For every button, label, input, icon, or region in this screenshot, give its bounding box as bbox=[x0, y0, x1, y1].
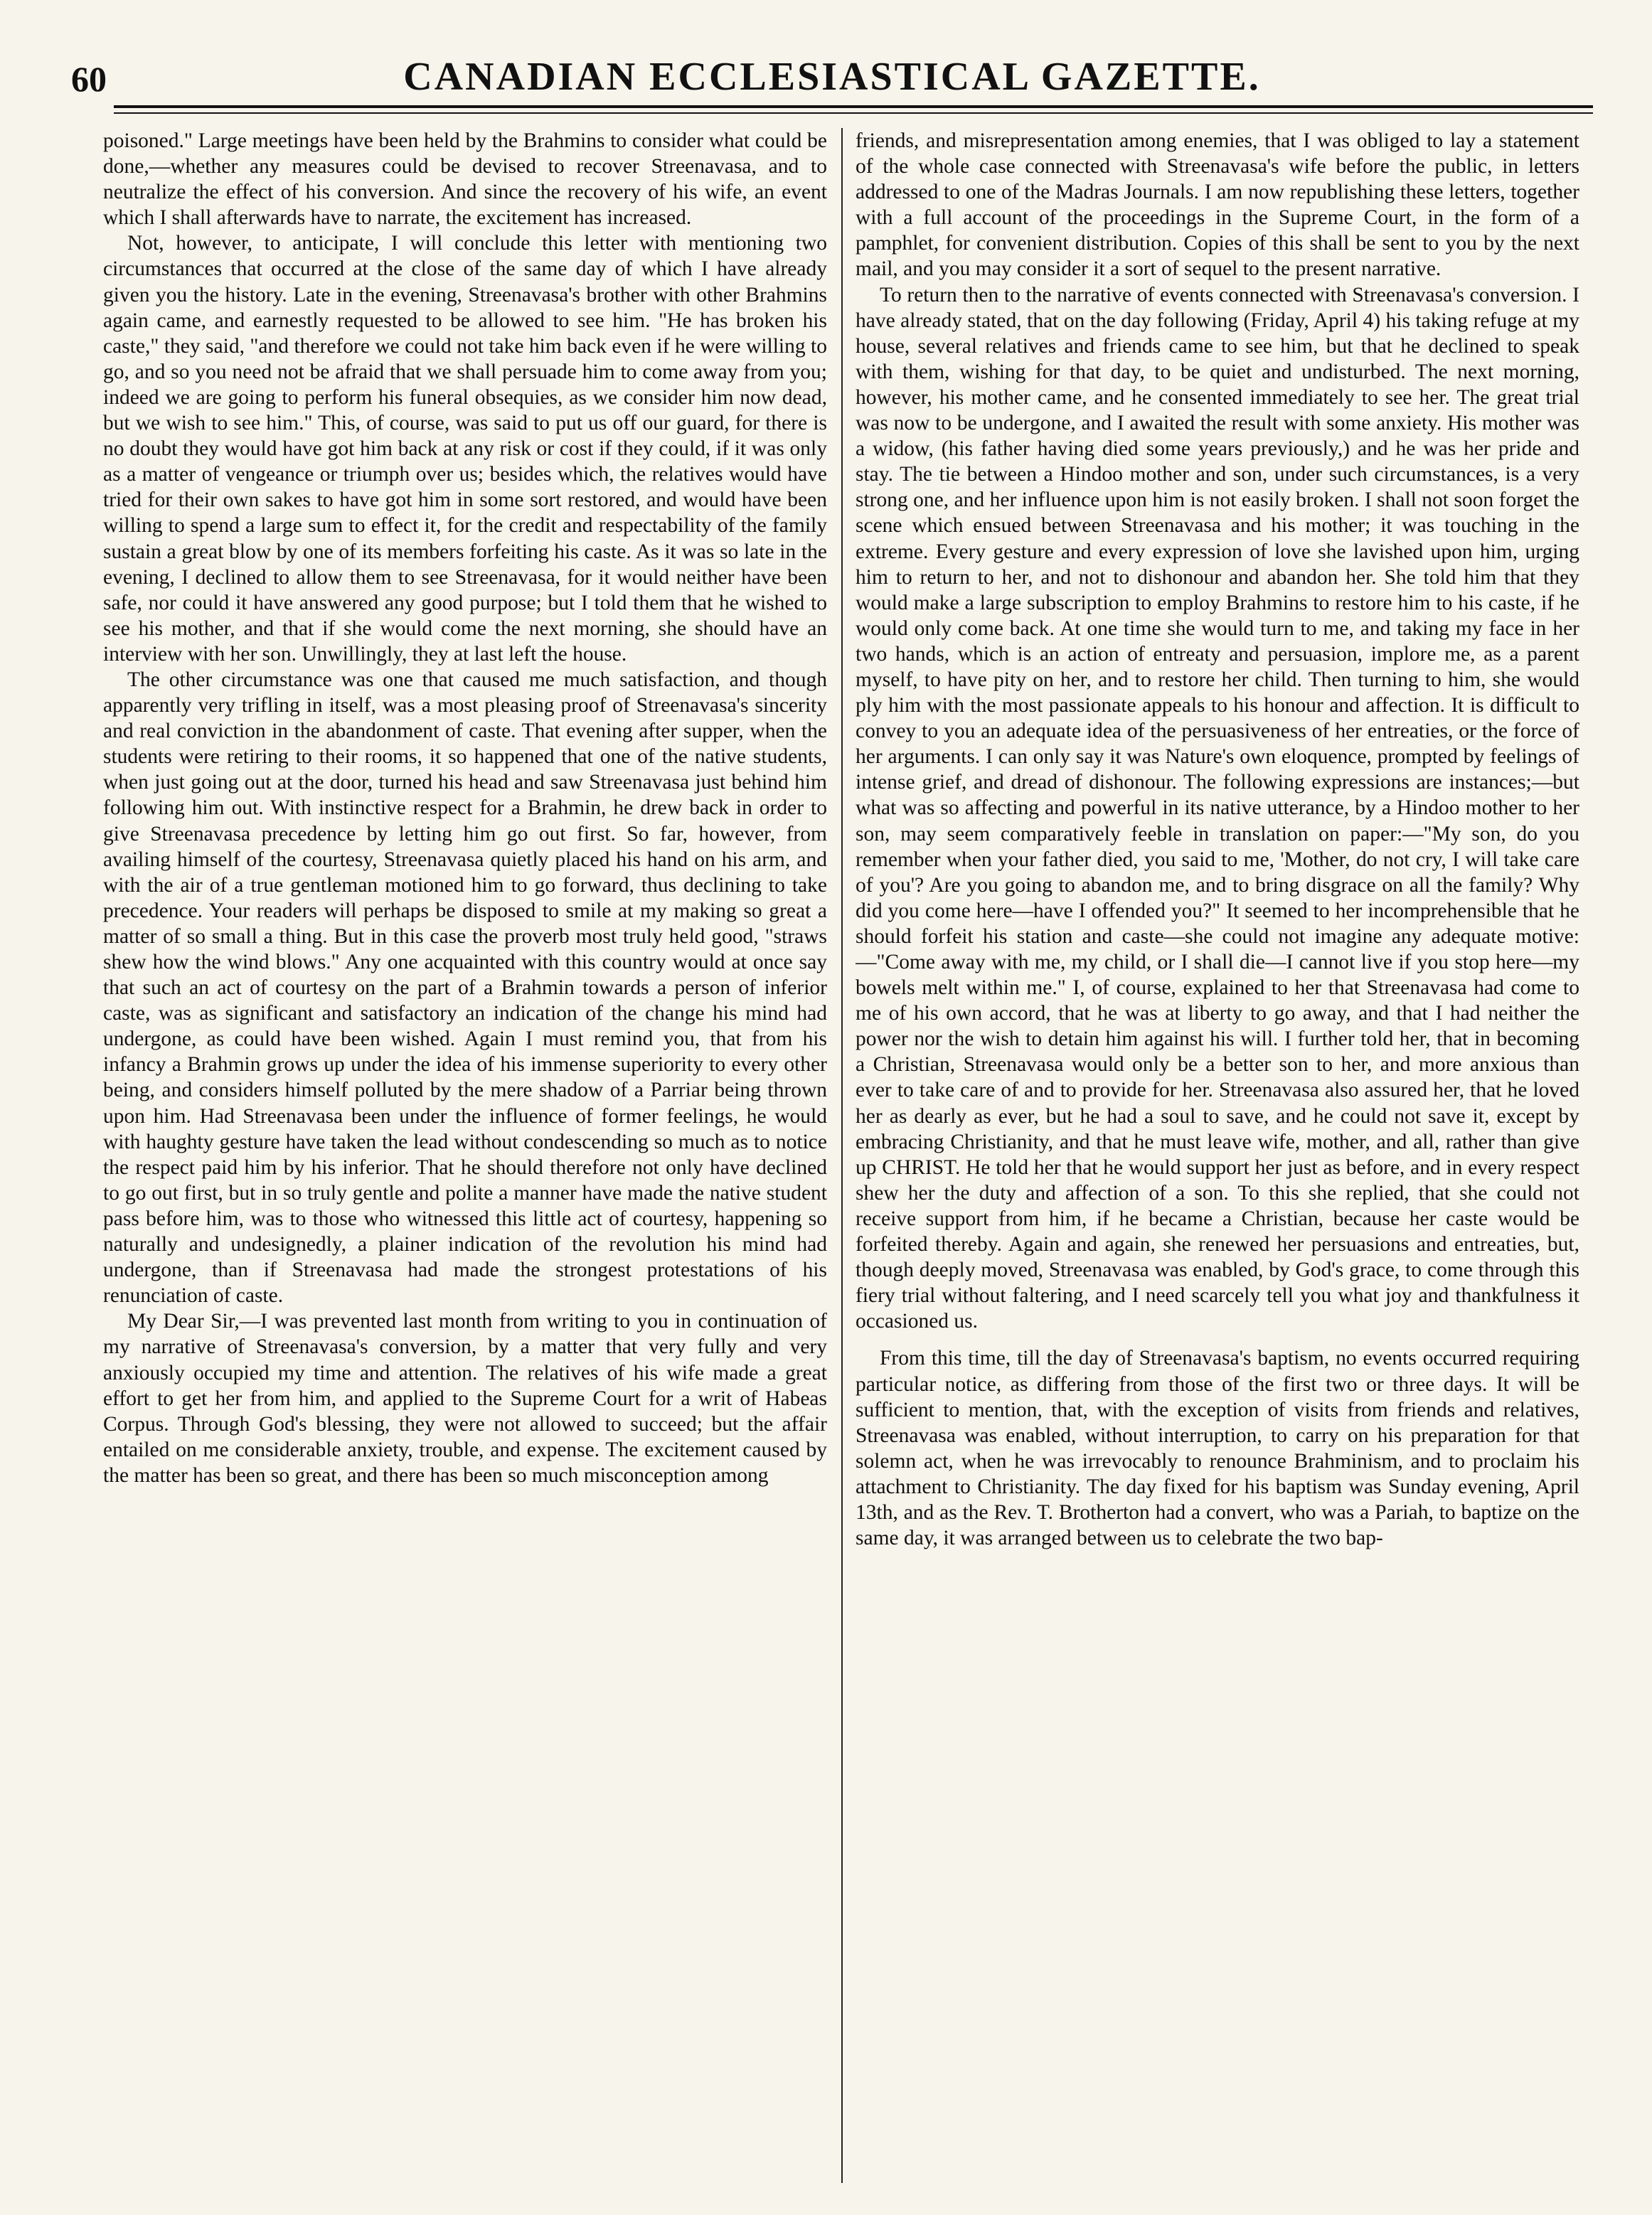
header-rule-thick bbox=[114, 105, 1593, 108]
left-paragraph-4: My Dear Sir,—I was prevented last month from writing to you in continuation of my narrative of Streenavasa's conversion, by a matter that very fully and very anxiously occupied my time and attention. The relatives of his wife made a great effort to get her from him, and applied to the Supreme Court for a writ of Habeas Corpus. Through God's blessing, they were not allowed to succeed; but the affair entailed on me considerable anxiety, trouble, and expense. The excitement caused by the matter has been so great, and there has been so much misconception among bbox=[103, 1310, 827, 1487]
running-title: CANADIAN ECCLESIASTICAL GAZETTE. bbox=[403, 55, 1261, 99]
page-number: 60 bbox=[71, 59, 107, 99]
right-paragraph-1: friends, and misrepresentation among enemies, that I was obliged to lay a statement of the whole case connected with Streenavasa's wife before the public, in letters addressed to one of the Madras Journals. I am now republishing these letters, together with a full account of the proceedings in the Supreme Court, in the form of a pamphlet, for convenient distribution. Copies of this shall be sent to you by the next mail, and you may consider it a sort of sequel to the present narrative. bbox=[856, 129, 1579, 281]
left-column bbox=[103, 128, 827, 2183]
column-divider bbox=[841, 128, 843, 2183]
right-paragraph-3: From this time, till the day of Streenavasa's baptism, no events occurred requiring particular notice, as differing from those of the first two or three days. It will be sufficient to mention, that, with the exception of visits from friends and relatives, Streenavasa was enabled, without interruption, to carry on his preparation for that solemn act, when he was irrevocably to renounce Brahminism, and to proclaim his attachment to Christianity. The day fixed for his baptism was Sunday evening, April 13th, and as the Rev. T. Brotherton had a convert, who was a Pariah, to baptize on the same day, it was arranged between us to celebrate the two bap- bbox=[856, 1347, 1579, 1550]
left-paragraph-3: The other circumstance was one that caused me much satisfaction, and though apparently very trifling in itself, was a most pleasing proof of Streenavasa's sincerity and real conviction in the abandonment of caste. That evening after supper, when the students were retiring to their rooms, it so happened that one of the native students, when just going out at the door, turned his head and saw Streenavasa just behind him following him out. With instinctive respect for a Brahmin, he drew back in order to give Streenavasa precedence by letting him go out first. So far, however, from availing himself of the courtesy, Streenavasa quietly placed his hand on his arm, and with the air of a true gentleman motioned him to go forward, thus declining to take precedence. Your readers will perhaps be disposed to smile at my making so great a matter of so small a thing. But in this case the proverb most truly held good, "straws shew how the wind blows." Any one acquainted with this country would at once say that such an act of courtesy on the part of a Brahmin towards a person of inferior caste, was as significant and satisfactory an indication of the change his mind had undergone, as could have been wished. Again I must remind you, that from his infancy a Brahmin grows up under the idea of his immense superiority to every other being, and considers himself polluted by the mere shadow of a Parriar being thrown upon him. Had Streenavasa been under the influence of former feelings, he would with haughty gesture have taken the lead without condescending so much as to notice the respect paid him by his inferior. That he should therefore not only have declined to go out first, but in so truly gentle and polite a manner have made the native student pass before him, was to those who witnessed this little act of courtesy, happening so naturally and undesignedly, a plainer indication of the revolution his mind had undergone, than if Streenavasa had made the strongest protestations of his renunciation of caste. bbox=[103, 668, 827, 1308]
header-rule-thin bbox=[114, 112, 1593, 114]
left-paragraph-1: poisoned." Large meetings have been held by the Brahmins to consider what could be done,—whether any measures could be devised to recover Streenavasa, and to neutralize the effect of his conversion. And since the recovery of his wife, an event which I shall afterwards have to narrate, the excitement has increased. bbox=[103, 129, 827, 230]
left-paragraph-2: Not, however, to anticipate, I will conclude this letter with mentioning two circumstances that occurred at the close of the same day of which I have already given you the history. Late in the evening, Streenavasa's brother with other Brahmins again came, and earnestly requested to be allowed to see him. "He has broken his caste," they said, "and therefore we could not take him back even if he were willing to go, and so you need not be afraid that we shall persuade him to come away from you; indeed we are going to perform his funeral obsequies, as we consider him now dead, but we wish to see him." This, of course, was said to put us off our guard, for there is no doubt they would have got him back at any risk or cost if they could, if it was only as a matter of vengeance or triumph over us; besides which, the relatives would have tried for their own sakes to have got him in some sort restored, and would have been willing to spend a large sum to effect it, for the credit and respectability of the family sustain a great blow by one of its members forfeiting his caste. As it was so late in the evening, I declined to allow them to see Streenavasa, for it would neither have been safe, nor could it have answered any good purpose; but I told them that he wished to see his mother, and that if she would come the next morning, she should have an interview with her son. Unwillingly, they at last left the house. bbox=[103, 232, 827, 666]
right-paragraph-2: To return then to the narrative of events connected with Streenavasa's conversion. I have already stated, that on the day following (Friday, April 4) his taking refuge at my house, several relatives and friends came to see him, but that he declined to speak with them, wishing for that day, to be quiet and undisturbed. The next morning, however, his mother came, and he consented immediately to see her. The great trial was now to be undergone, and I awaited the result with some anxiety. His mother was a widow, (his father having died some years previously,) and he was her pride and stay. The tie between a Hindoo mother and son, under such circumstances, is a very strong one, and her influence upon him is not easily broken. I shall not soon forget the scene which ensued between Streenavasa and his mother; it was touching in the extreme. Every gesture and every expression of love she lavished upon him, urging him to return to her, and not to dishonour and abandon her. She told him that they would make a large subscription to employ Brahmins to restore him to his caste, if he would only come back. At one time she would turn to me, and taking my face in her two hands, which is an action of entreaty and persuasion, implore me, as a parent myself, to have pity on her, and to restore her child. Then turning to him, she would ply him with the most passionate appeals to his honour and affection. It is difficult to convey to you an adequate idea of the persuasiveness of her entreaties, or the force of her arguments. I can only say it was Nature's own eloquence, prompted by feelings of intense grief, and dread of dishonour. The following expressions are instances;—but what was so affecting and powerful in its native utterance, by a Hindoo mother to her son, may seem comparatively feeble in translation on paper:—"My son, do you remember when your father died, you said to me, 'Mother, do not cry, I will take care of you'? Are you going to abandon me, and to bring disgrace on all the family? Why did you come here—have I offended you?" It seemed to her incomprehensible that he should forfeit his station and caste—she could not imagine any adequate motive:—"Come away with me, my child, or I shall die—I cannot live if you stop here—my bowels melt within me." I, of course, explained to her that Streenavasa had come to me of his own accord, that he was at liberty to go away, and that I had neither the power nor the wish to detain him against his will. I further told her, that in becoming a Christian, Streenavasa would only be a better son to her, and more anxious than ever to take care of and to provide for her. Streenavasa also assured her, that he loved her as dearly as ever, but he had a soul to save, and he could not save it, except by embracing Christianity, and that he must leave wife, mother, and all, rather than give up CHRIST. He told her that he would support her just as before, and in every respect shew her the duty and affection of a son. To this she replied, that she could not receive support from him, if he became a Christian, because her caste would be forfeited thereby. Again and again, she renewed her persuasions and entreaties, but, though deeply moved, Streenavasa was enabled, by God's grace, to come through this fiery trial without faltering, and I need scarcely tell you what joy and thankfulness it occasioned us. bbox=[856, 283, 1579, 1333]
page-header bbox=[71, 50, 1579, 100]
right-column bbox=[856, 128, 1579, 2183]
